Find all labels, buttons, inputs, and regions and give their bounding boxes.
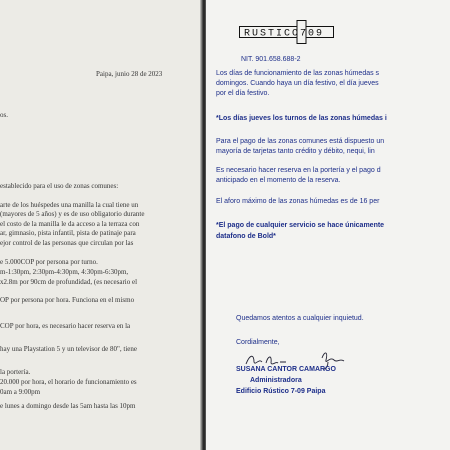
letter-text-line: Es necesario hacer reserva en la portería y el pago d	[216, 167, 381, 174]
letter-text-line: OP por persona por hora. Funciona en el mismo	[0, 296, 135, 304]
letter-text-line: 0am a 9:00pm	[0, 388, 41, 396]
letter-text-line: Para el pago de las zonas comunes está dispuesto un	[216, 138, 385, 145]
letter-text-bold: datafono de Bold*	[216, 233, 276, 240]
letter-text-line: establecido para el uso de zonas comunes:	[0, 182, 119, 190]
letter-text-line: m-1:30pm, 2:30pm-4:30pm, 4:30pm-6:30pm,	[0, 268, 129, 276]
closing-line: Quedamos atentos a cualquier inquietud.	[236, 315, 364, 322]
salutation: Cordialmente,	[236, 339, 280, 346]
left-letter-page	[0, 0, 203, 450]
letter-text-line: Los días de funcionamiento de las zonas húmedas s	[216, 70, 380, 77]
letter-text-line: arte de los huéspedes una manilla la cual tiene un	[0, 201, 139, 209]
letter-text-line: x2.8m por 90cm de profundidad, (es necesario el	[0, 278, 138, 286]
letter-text-line: 20.000 por hora, el horario de funcionamiento es	[0, 378, 137, 386]
letter-text-line: mayoría de tarjetas tanto crédito y débito, nequi, lin	[216, 148, 375, 155]
letter-text-bold: *Los días jueves los turnos de las zonas húmedas i	[216, 115, 387, 122]
letter-text-line: e lunes a domingo desde las 5am hasta las 10pm	[0, 402, 136, 410]
letter-text-line: e 5.000COP por persona por turno.	[0, 258, 98, 266]
letter-text-bold: *El pago de cualquier servicio se hace únicamente	[216, 222, 385, 229]
signer-organization: Edificio Rústico 7-09 Paipa	[236, 388, 326, 395]
letter-text-line: hay una Playstation 5 y un televisor de 80", tiene	[0, 345, 137, 353]
letter-text-line: (mayores de 5 años) y es de uso obligatorio durante	[0, 210, 145, 218]
letter-text-line: la portería.	[0, 368, 31, 376]
letter-text-line: el costo de la manilla le da acceso a la terraza con	[0, 220, 140, 228]
letter-text-line: ejor control de las personas que circulan por las	[0, 239, 134, 247]
letter-text-line: El aforo máximo de las zonas húmedas es de 16 per	[216, 198, 380, 205]
letter-text-line: por el día festivo.	[216, 90, 270, 97]
nit-number: NIT. 901.658.688-2	[241, 56, 301, 63]
rustico-logo	[239, 20, 334, 44]
letter-text-line: os.	[0, 111, 8, 119]
letter-text-line: domingos. Cuando haya un día festivo, el día jueves	[216, 80, 379, 87]
right-letter-page	[206, 0, 450, 450]
logo-text: RUSTICO709	[244, 28, 325, 40]
letter-text-line: ar, gimnasio, pista infantil, pista de patinaje para	[0, 229, 136, 237]
signer-name: SUSANA CANTOR CAMARGO	[236, 366, 336, 373]
letter-date: Paipa, junio 28 de 2023	[96, 70, 163, 78]
signer-title: Administradora	[250, 377, 302, 384]
letter-text-line: anticipado en el momento de la reserva.	[216, 177, 341, 184]
letter-text-line: COP por hora, es necesario hacer reserva en la	[0, 322, 131, 330]
